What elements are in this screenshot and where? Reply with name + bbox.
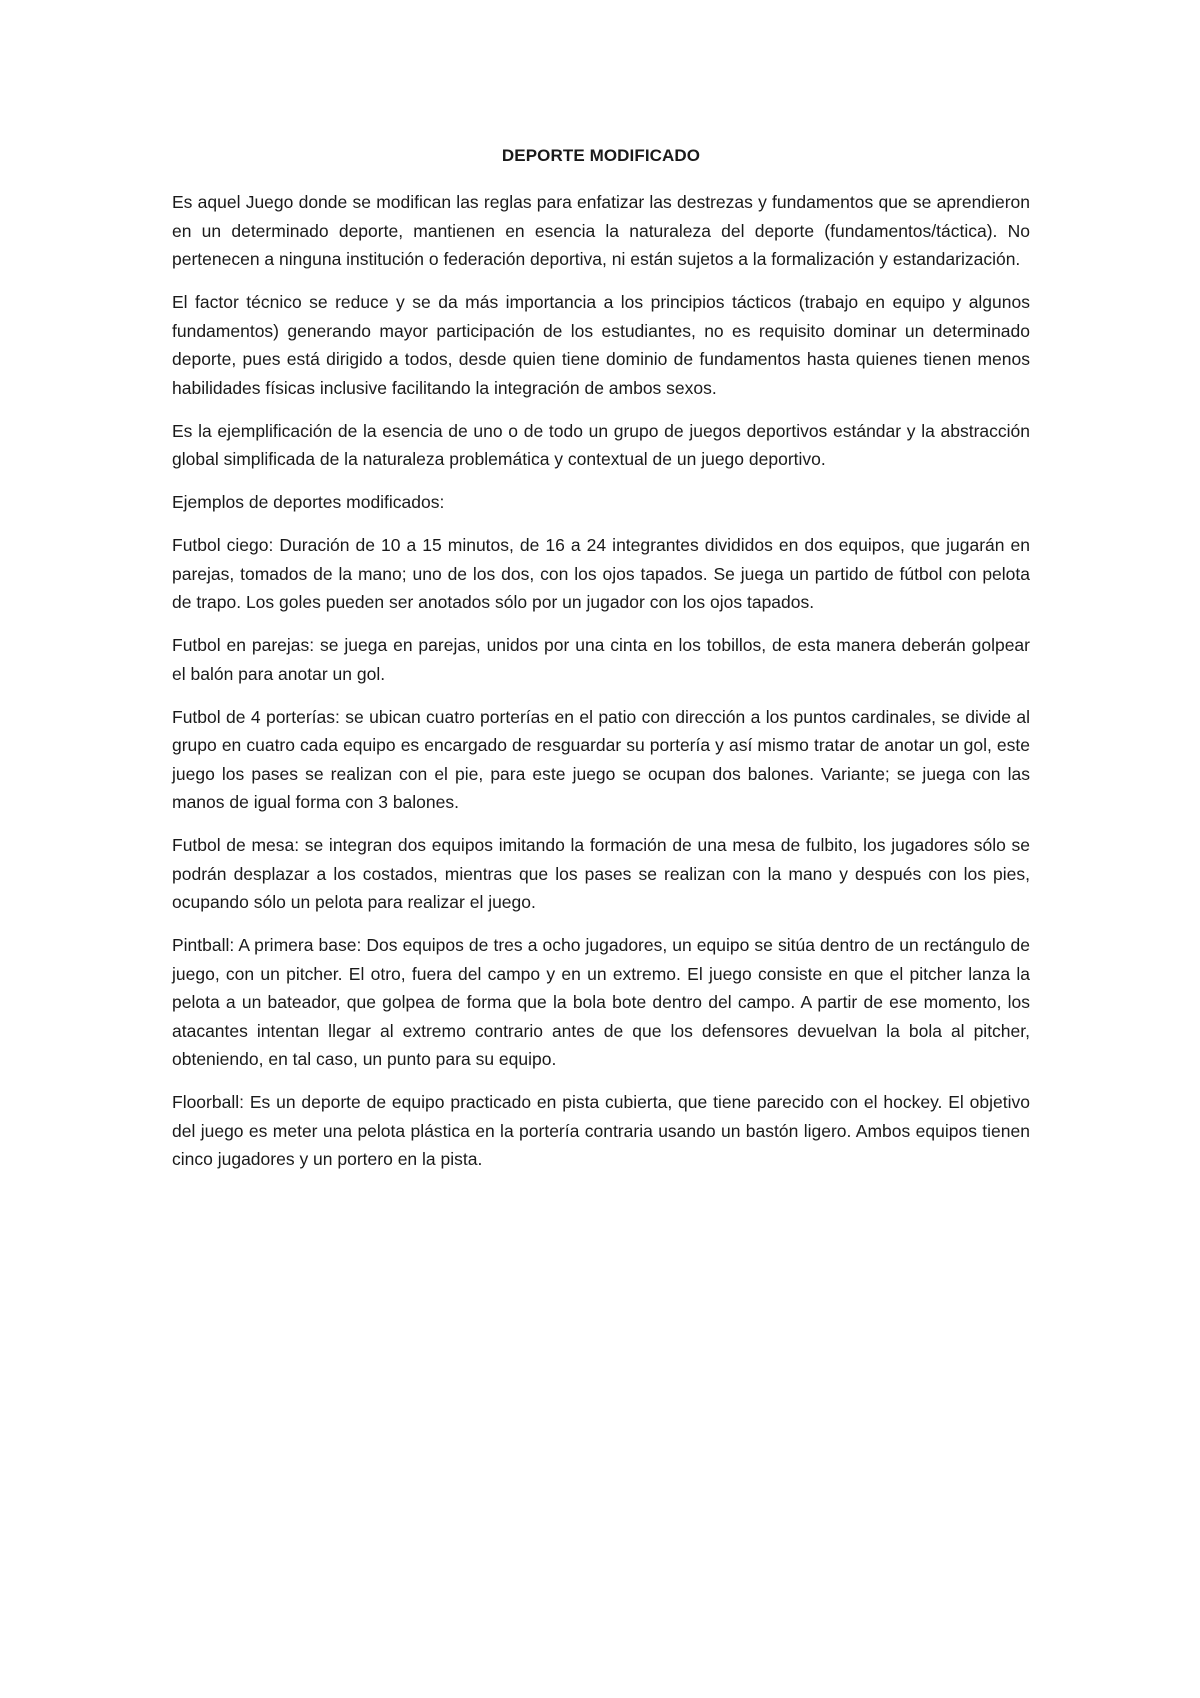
paragraph-futbol-parejas: Futbol en parejas: se juega en parejas, unidos por una cinta en los tobillos, de esta manera deberán golpear el balón para anotar un gol. <box>172 635 1030 684</box>
paragraph-futbol-4-porterias: Futbol de 4 porterías: se ubican cuatro porterías en el patio con dirección a los puntos cardinales, se divide al grupo en cuatro cada equipo es encargado de resguardar su portería y así mismo tratar de anotar un gol, este juego los pases se realizan con el pie, para este juego se ocupan dos balones. Variante; se juega con las manos de igual forma con 3 balones. <box>172 706 1030 812</box>
paragraph-examples-heading: Ejemplos de deportes modificados: <box>172 492 445 512</box>
document-title: DEPORTE MODIFICADO <box>501 146 701 165</box>
paragraph-definition: Es aquel Juego donde se modifican las reglas para enfatizar las destrezas y fundamentos que se aprendieron en un determinado deporte, mantienen en esencia la naturaleza del deporte (fundamentos/táctica). No pertenecen a ninguna institución o federación deportiva, ni están sujetos a la formalización y estandarización. <box>172 192 1030 269</box>
paragraph-technical-factor: El factor técnico se reduce y se da más importancia a los principios tácticos (trabajo en equipo y algunos fundamentos) generando mayor participación de los estudiantes, no es requisito dominar un determinado deporte, pues está dirigido a todos, desde quien tiene dominio de fundamentos hasta quienes tienen menos habilidades físicas inclusive facilitando la integración de ambos sexos. <box>172 292 1030 398</box>
paragraph-futbol-ciego: Futbol ciego: Duración de 10 a 15 minutos, de 16 a 24 integrantes divididos en dos equipos, que jugarán en parejas, tomados de la mano; uno de los dos, con los ojos tapados. Se juega un partido de fútbol con pelota de trapo. Los goles pueden ser anotados sólo por un jugador con los ojos tapados. <box>172 535 1030 612</box>
paragraph-futbol-mesa: Futbol de mesa: se integran dos equipos imitando la formación de una mesa de fulbito, los jugadores sólo se podrán desplazar a los costados, mientras que los pases se realizan con la mano y después con los pies, ocupando sólo un pelota para realizar el juego. <box>172 835 1030 912</box>
paragraph-pintball: Pintball: A primera base: Dos equipos de tres a ocho jugadores, un equipo se sitúa dentro de un rectángulo de juego, con un pitcher. El otro, fuera del campo y en un extremo. El juego consiste en que el pitcher lanza la pelota a un bateador, que golpea de forma que la bola bote dentro del campo. A partir de ese momento, los atacantes intentan llegar al extremo contrario antes de que los defensores devuelvan la bola al pitcher, obteniendo, en tal caso, un punto para su equipo. <box>172 935 1030 1069</box>
paragraph-floorball: Floorball: Es un deporte de equipo practicado en pista cubierta, que tiene parecido con el hockey. El objetivo del juego es meter una pelota plástica en la portería contraria usando un bastón ligero. Ambos equipos tienen cinco jugadores y un portero en la pista. <box>172 1092 1030 1169</box>
paragraph-exemplification: Es la ejemplificación de la esencia de uno o de todo un grupo de juegos deportivos estándar y la abstracción global simplificada de la naturaleza problemática y contextual de un juego deportivo. <box>172 420 1030 469</box>
